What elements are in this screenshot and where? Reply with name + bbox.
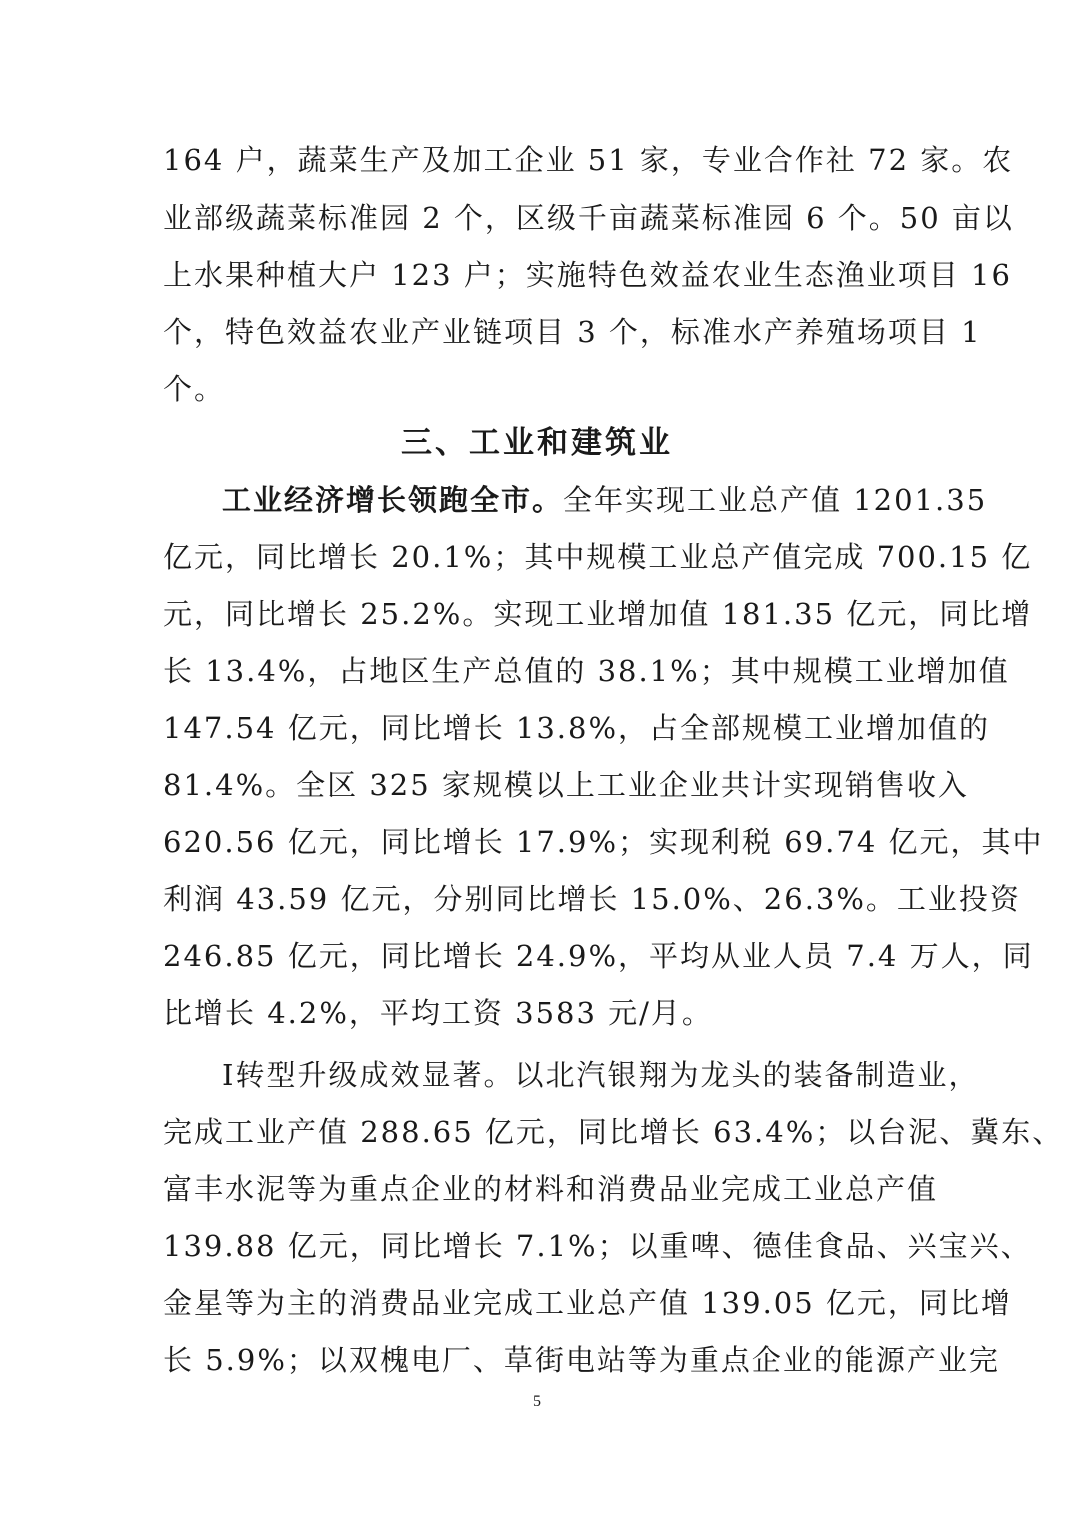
text-line: 个。: [163, 372, 226, 406]
text-line: 富丰水泥等为重点企业的材料和消费品业完成工业总产值: [163, 1172, 939, 1206]
text-line: 完成工业产值 288.65 亿元，同比增长 63.4%；以台泥、冀东、: [163, 1115, 1064, 1149]
text-line: 620.56 亿元，同比增长 17.9%；实现利税 69.74 亿元，其中: [163, 825, 1044, 859]
text-line: 金星等为主的消费品业完成工业总产值 139.05 亿元，同比增: [163, 1286, 1012, 1320]
text-line: 比增长 4.2%，平均工资 3583 元/月。: [163, 996, 713, 1030]
text-line: 业部级蔬菜标准园 2 个，区级千亩蔬菜标准园 6 个。50 亩以: [163, 201, 1014, 235]
paragraph-first-line: Ⅰ转型升级成效显著。以北汽银翔为龙头的装备制造业，: [222, 1058, 980, 1092]
text-line: 长 13.4%，占地区生产总值的 38.1%；其中规模工业增加值: [163, 654, 1010, 688]
page-number: 5: [533, 1393, 541, 1410]
text-line: 利润 43.59 亿元，分别同比增长 15.0%、26.3%。工业投资: [163, 882, 1021, 916]
section-heading: 三、工业和建筑业: [401, 425, 673, 461]
text-line: 139.88 亿元，同比增长 7.1%；以重啤、德佳食品、兴宝兴、: [163, 1229, 1032, 1263]
text-line: 长 5.9%；以双槐电厂、草街电站等为重点企业的能源产业完: [163, 1343, 1000, 1377]
text-line: 元，同比增长 25.2%。实现工业增加值 181.35 亿元，同比增: [163, 597, 1033, 631]
paragraph-first-line-text: 全年实现工业总产值 1201.35: [563, 483, 988, 517]
text-line: 164 户，蔬菜生产及加工企业 51 家，专业合作社 72 家。农: [163, 143, 1014, 177]
text-line: 246.85 亿元，同比增长 24.9%，平均从业人员 7.4 万人，同: [163, 939, 1034, 973]
paragraph-first-line: [222, 480, 988, 520]
text-line: 81.4%。全区 325 家规模以上工业企业共计实现销售收入: [163, 768, 969, 802]
text-line: 亿元，同比增长 20.1%；其中规模工业总产值完成 700.15 亿: [163, 540, 1033, 574]
text-line: 147.54 亿元，同比增长 13.8%，占全部规模工业增加值的: [163, 711, 991, 745]
paragraph-lead: 工业经济增长领跑全市。: [222, 483, 564, 517]
text-line: 上水果种植大户 123 户；实施特色效益农业生态渔业项目 16: [163, 258, 1012, 292]
text-line: 个，特色效益农业产业链项目 3 个，标准水产养殖场项目 1: [163, 315, 982, 349]
